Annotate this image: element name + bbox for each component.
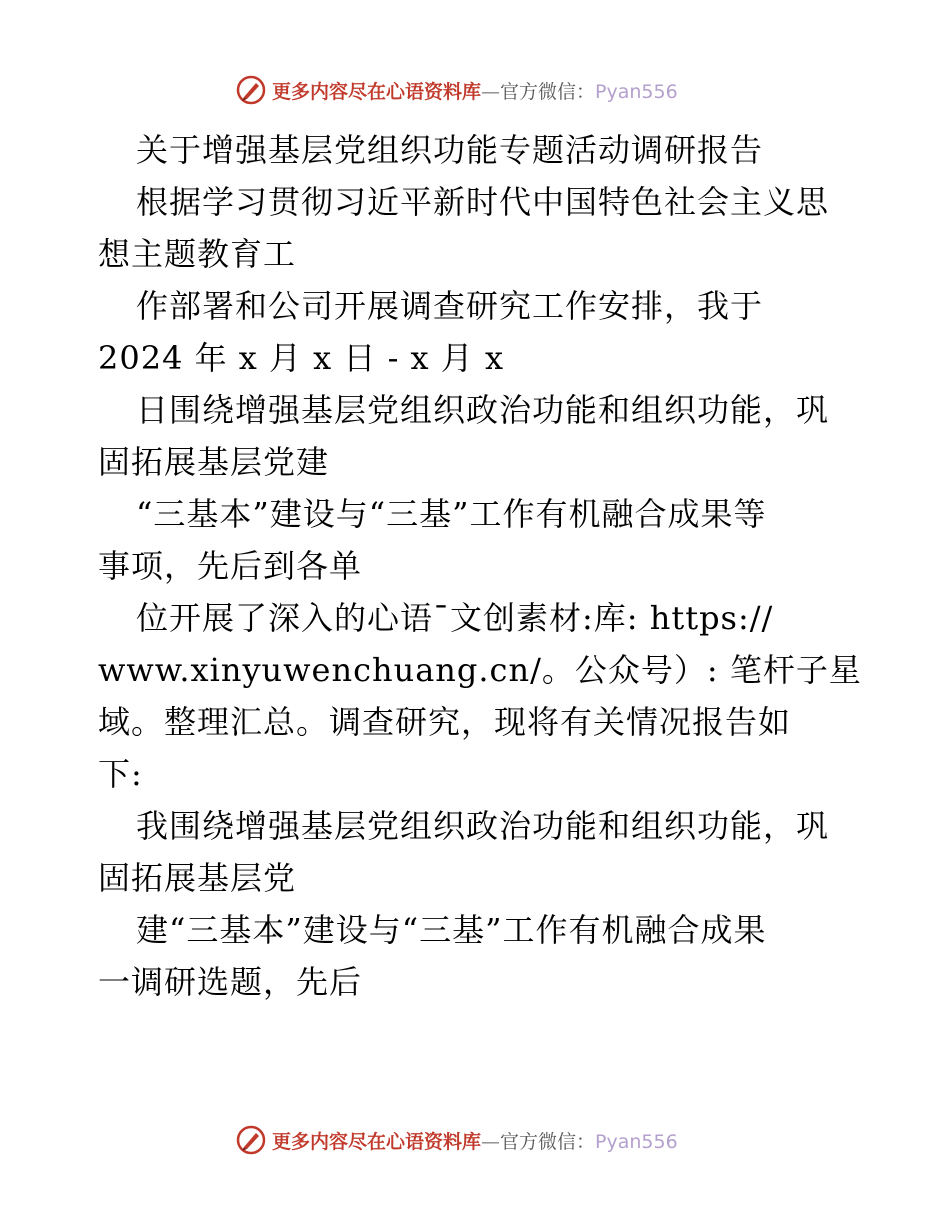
pen-logo-icon: [236, 1125, 266, 1155]
text-line: 固拓展基层党建: [98, 443, 330, 481]
text-line: 一调研选题，先后: [98, 963, 363, 1001]
watermark-banner-top: [0, 70, 950, 110]
watermark-text: 更多内容尽在心语资料库—官方微信：Pyan556: [272, 1130, 678, 1153]
text-line: 位开展了深入的心语¯文创素材:库: https://: [136, 599, 774, 637]
text-line: 根据学习贯彻习近平新时代中国特色社会主义思: [136, 183, 830, 221]
text-line: 下:: [98, 755, 143, 793]
watermark-text: 更多内容尽在心语资料库—官方微信：Pyan556: [272, 80, 678, 103]
text-line: 日围绕增强基层党组织政治功能和组织功能，巩: [136, 391, 830, 429]
text-line: 建“三基本”建设与“三基”工作有机融合成果: [136, 911, 767, 949]
document-body: [98, 124, 862, 1008]
text-line: 关于增强基层党组织功能专题活动调研报告: [136, 131, 764, 169]
text-line: “三基本”建设与“三基”工作有机融合成果等: [136, 495, 767, 533]
text-line: 域。整理汇总。调查研究，现将有关情况报告如: [98, 703, 792, 741]
text-line: 2024 年 x 月 x 日 - x 月 x: [98, 339, 504, 377]
text-line: www.xinyuwenchuang.cn/。公众号）: 笔杆子星: [98, 651, 862, 689]
watermark-banner-bottom: [0, 1120, 950, 1160]
text-line: 事项，先后到各单: [98, 547, 363, 585]
text-line: 固拓展基层党: [98, 859, 297, 897]
pen-logo-icon: [236, 75, 266, 105]
text-line: 想主题教育工: [98, 235, 297, 273]
text-line: 作部署和公司开展调查研究工作安排，我于: [136, 287, 764, 325]
text-line: 我围绕增强基层党组织政治功能和组织功能，巩: [136, 807, 830, 845]
